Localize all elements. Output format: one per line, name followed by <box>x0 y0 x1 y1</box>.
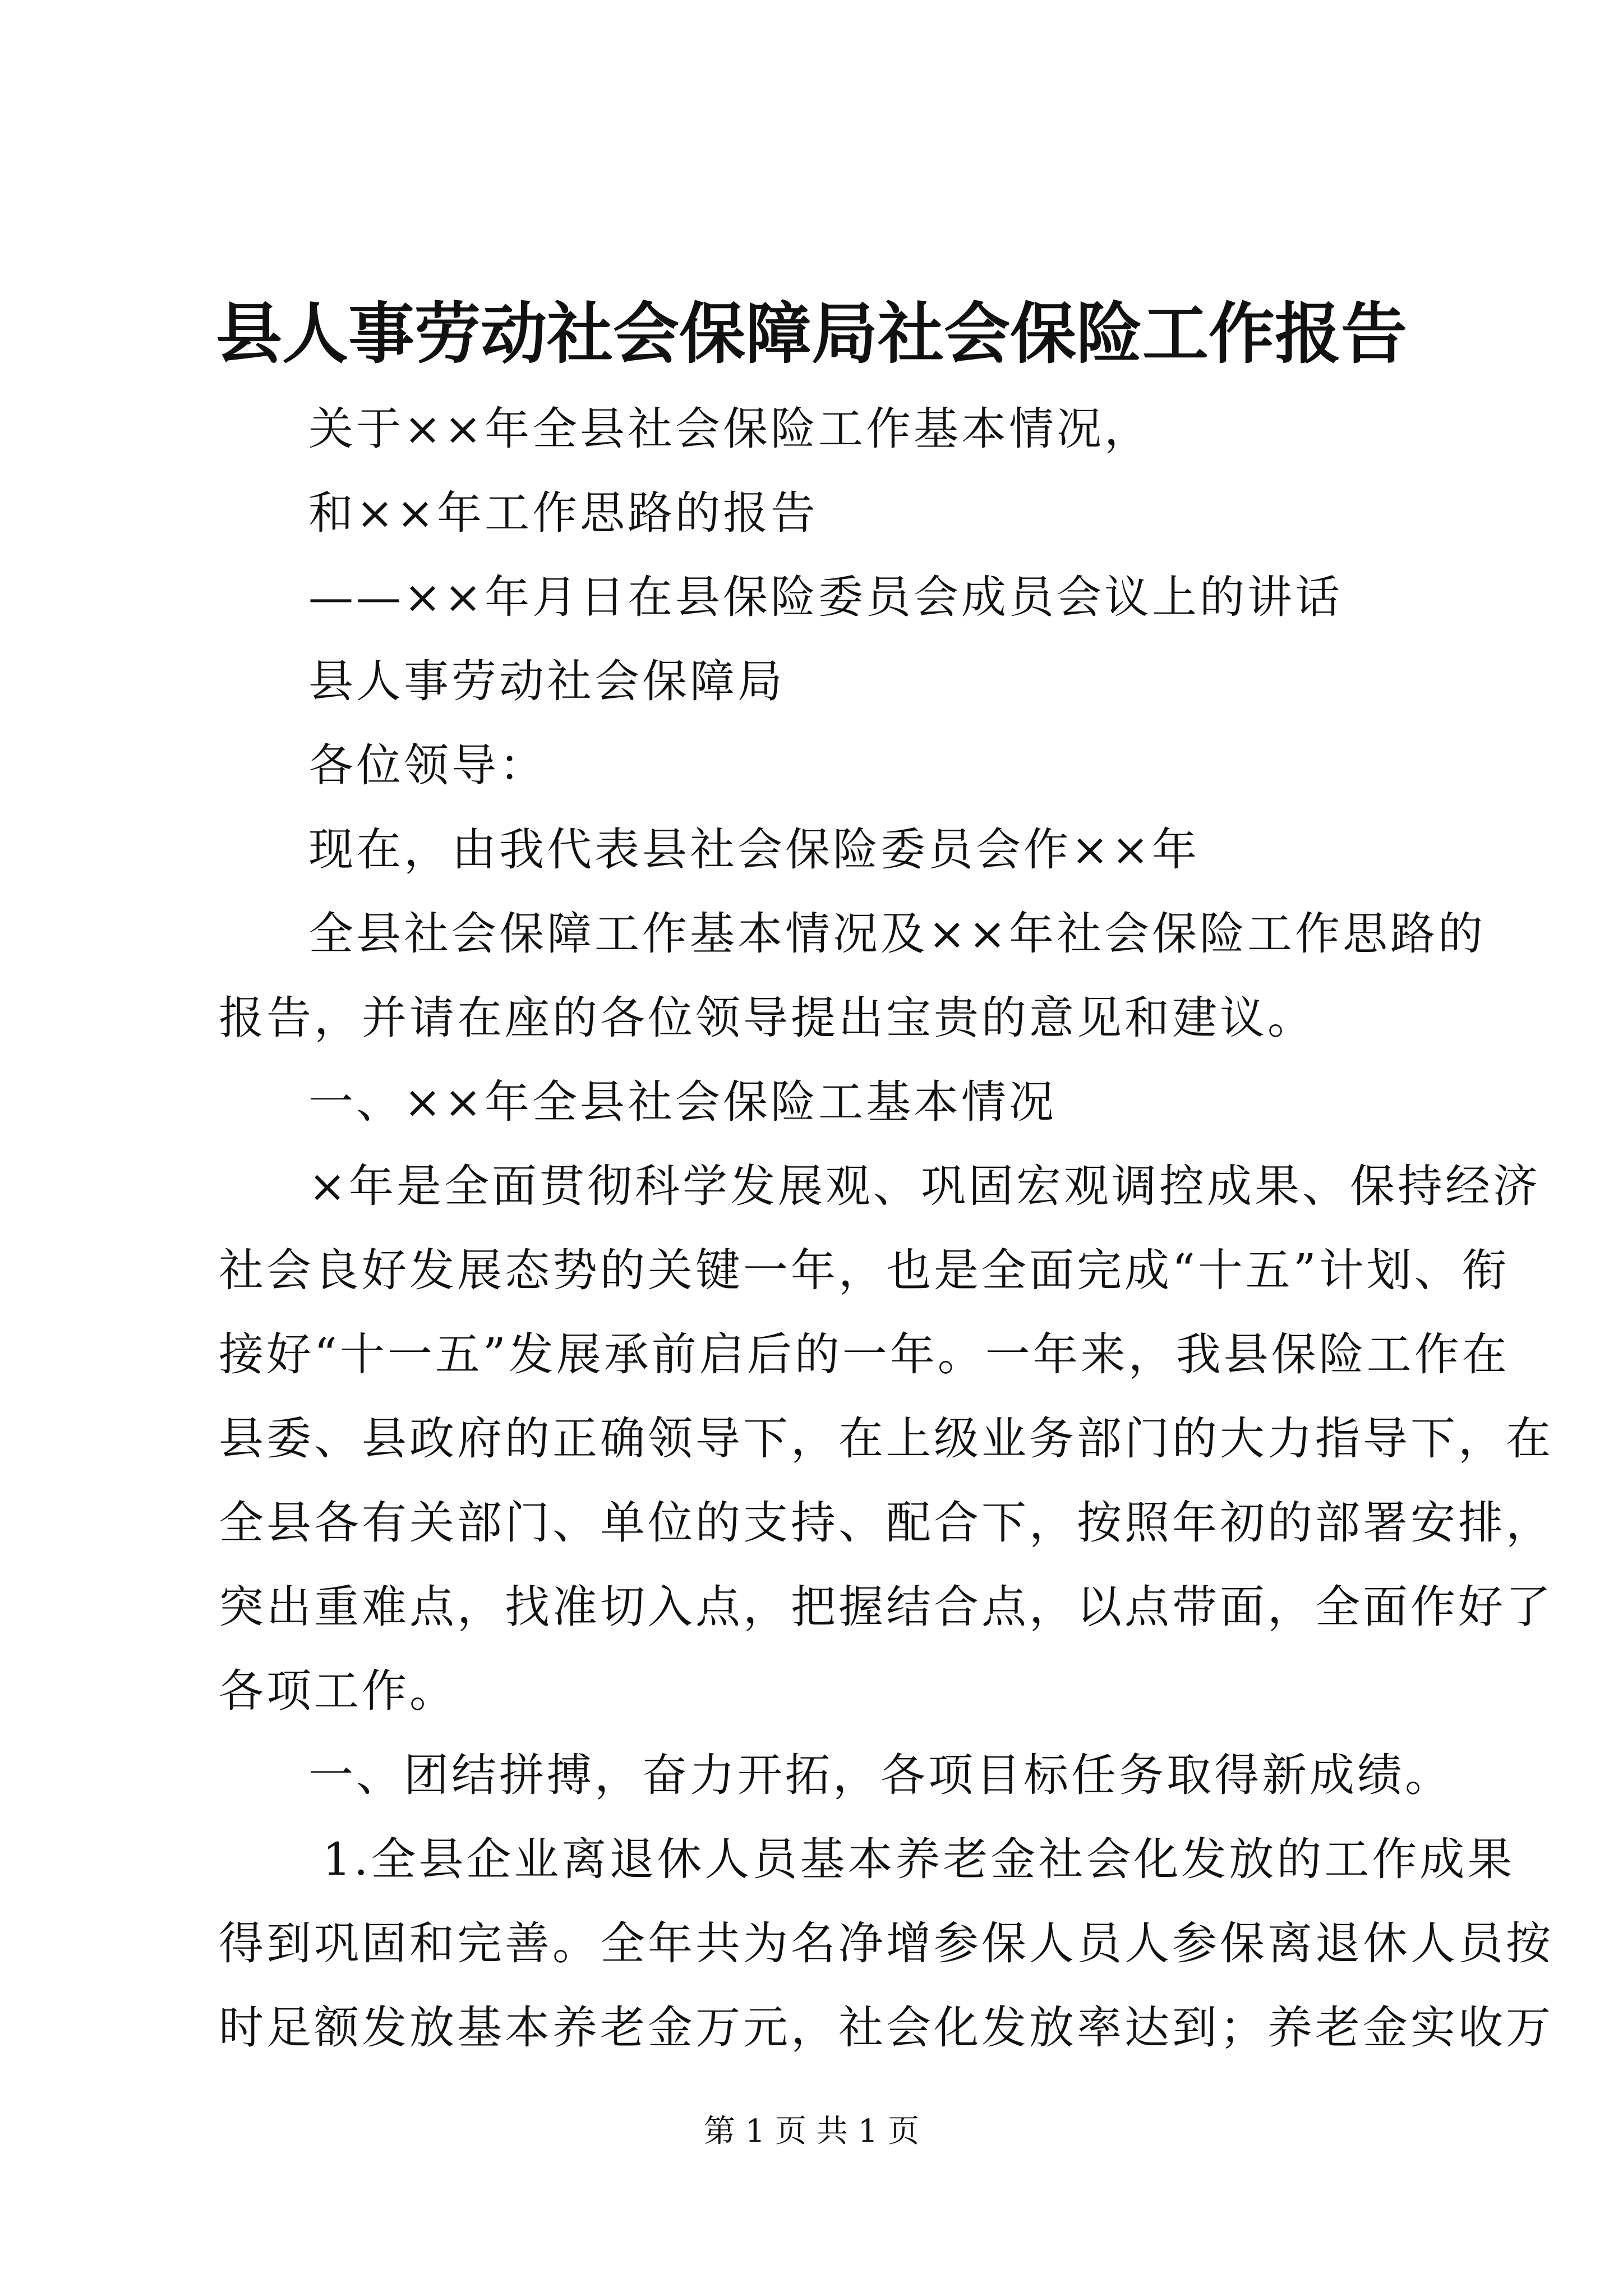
paragraph-line: 报告，并请在座的各位领导提出宝贵的意见和建议。 <box>219 992 1315 1044</box>
paragraph-line: 各项工作。 <box>219 1665 457 1717</box>
paragraph-line: 1.全县企业离退休人员基本养老金社会化发放的工作成果 <box>322 1833 1515 1885</box>
paragraph-line: 突出重难点，找准切入点，把握结合点，以点带面，全面作好了 <box>219 1581 1553 1633</box>
paragraph-line: 全县各有关部门、单位的支持、配合下，按照年初的部署安排， <box>219 1497 1553 1549</box>
document-title: 县人事劳动社会保障局社会保险工作报告 <box>215 295 1407 372</box>
paragraph-line: 接好“十一五”发展承前启后的一年。一年来，我县保险工作在 <box>219 1328 1510 1381</box>
section-heading: 一、团结拼搏，奋力开拓，各项目标任务取得新成绩。 <box>308 1749 1453 1801</box>
paragraph-line: 各位领导： <box>308 739 547 792</box>
paragraph-line: 和××年工作思路的报告 <box>308 487 819 539</box>
paragraph-line: 时足额发放基本养老金万元，社会化发放率达到；养老金实收万 <box>219 2001 1553 2054</box>
paragraph-line: 现在，由我代表县社会保险委员会作××年 <box>308 823 1200 876</box>
paragraph-line: 社会良好发展态势的关键一年，也是全面完成“十五”计划、衔 <box>219 1244 1510 1296</box>
paragraph-line: ×年是全面贯彻科学发展观、巩固宏观调控成果、保持经济 <box>308 1160 1541 1212</box>
paragraph-line: ——××年月日在县保险委员会成员会议上的讲话 <box>308 571 1343 623</box>
section-heading: 一、××年全县社会保险工基本情况 <box>308 1076 1057 1128</box>
paragraph-line: 全县社会保障工作基本情况及××年社会保险工作思路的 <box>308 908 1486 960</box>
page-footer: 第 1 页 共 1 页 <box>703 2113 920 2150</box>
paragraph-line: 县委、县政府的正确领导下，在上级业务部门的大力指导下，在 <box>219 1412 1553 1465</box>
paragraph-line: 关于××年全县社会保险工作基本情况， <box>308 403 1152 455</box>
document-body <box>219 387 1553 2070</box>
paragraph-line: 县人事劳动社会保障局 <box>308 655 785 707</box>
paragraph-line: 得到巩固和完善。全年共为名净增参保人员人参保离退休人员按 <box>219 1917 1553 1970</box>
